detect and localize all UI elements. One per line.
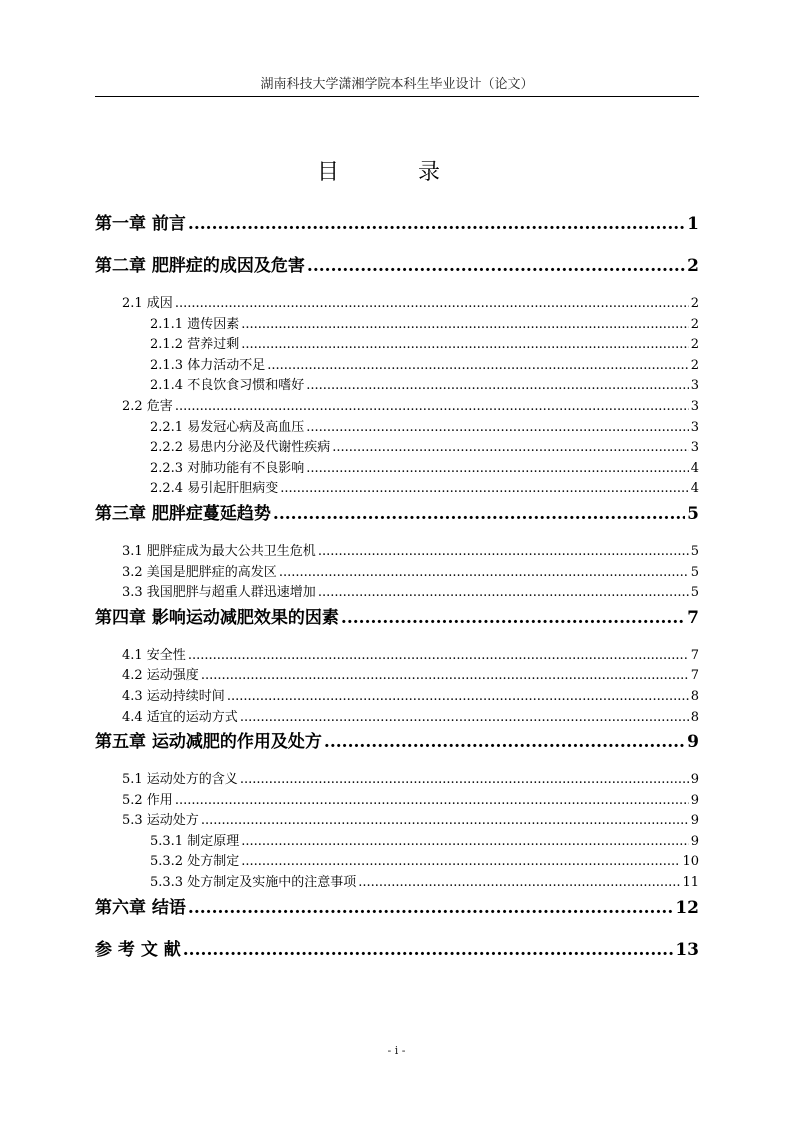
toc-entry-page: 5	[690, 564, 699, 580]
dot-leader	[318, 542, 689, 562]
dot-leader	[241, 852, 680, 872]
toc-entry-label: 2.1.3 体力活动不足	[150, 357, 266, 373]
toc-entry-label: 第一章 前言	[95, 214, 186, 234]
dot-leader	[240, 770, 689, 790]
toc-entry-page: 9	[690, 833, 699, 849]
toc-subsection-entry[interactable]	[95, 418, 699, 439]
dot-leader	[332, 438, 689, 458]
toc-entry-label: 2.2.3 对肺功能有不良影响	[150, 460, 305, 476]
dot-leader	[267, 356, 689, 376]
toc-chapter-entry[interactable]	[95, 252, 699, 294]
toc-entry-label: 参 考 文 献	[95, 939, 181, 960]
dot-leader	[175, 791, 689, 811]
dot-leader	[240, 708, 689, 728]
toc-entry-page: 5	[690, 585, 699, 601]
toc-entry-page: 3	[690, 440, 699, 456]
toc-entry-page: 11	[682, 875, 699, 891]
toc-entry-page: 8	[690, 709, 699, 725]
dot-leader	[241, 335, 689, 355]
dot-leader	[188, 210, 685, 238]
toc-entry-page: 8	[690, 688, 699, 704]
toc-entry-page: 9	[690, 813, 699, 829]
toc-entry-label: 第五章 运动减肥的作用及处方	[95, 732, 322, 753]
toc-subsection-entry[interactable]	[95, 832, 699, 853]
toc-entry-page: 9	[690, 792, 699, 808]
toc-entry-page: 2	[690, 337, 699, 353]
page-number: - i -	[387, 1044, 406, 1057]
dot-leader	[201, 811, 689, 831]
toc-entry-label: 5.3 运动处方	[122, 813, 199, 829]
toc-entry-label: 2.2 危害	[122, 398, 173, 414]
toc-entry-page: 13	[675, 939, 699, 960]
toc-entry-label: 5.3.1 制定原理	[150, 833, 240, 849]
toc-entry-label: 2.1.1 遗传因素	[150, 316, 240, 332]
dot-leader	[175, 294, 689, 314]
toc-subsection-entry[interactable]	[95, 852, 699, 873]
toc-subsection-entry[interactable]	[95, 438, 699, 459]
toc-section-entry[interactable]	[95, 563, 699, 584]
toc-entry-label: 4.1 安全性	[122, 647, 186, 663]
toc-entry-label: 4.4 适宜的运动方式	[122, 709, 238, 725]
toc-section-entry[interactable]	[95, 583, 699, 604]
toc-section-entry[interactable]	[95, 791, 699, 812]
toc-entry-page: 9	[690, 772, 699, 788]
toc-chapter-entry[interactable]	[95, 604, 699, 646]
dot-leader	[241, 832, 689, 852]
toc-entry-page: 3	[690, 398, 699, 414]
toc-title: 目 录	[317, 160, 476, 185]
dot-leader	[175, 397, 689, 417]
toc-entry-label: 第四章 影响运动减肥效果的因素	[95, 607, 339, 628]
toc-chapter-entry[interactable]	[95, 500, 699, 542]
toc-entry-page: 3	[690, 378, 699, 394]
toc-entry-page: 4	[690, 460, 699, 476]
toc-chapter-entry[interactable]	[95, 728, 699, 770]
toc-entry-label: 4.3 运动持续时间	[122, 688, 225, 704]
toc-section-entry[interactable]	[95, 708, 699, 729]
toc-entry-page: 4	[690, 481, 699, 497]
toc-entry-page: 9	[687, 732, 699, 753]
toc-entry-label: 第二章 肥胖症的成因及危害	[95, 256, 305, 276]
toc-entry-label: 2.1 成因	[122, 296, 173, 311]
toc-entry-label: 4.2 运动强度	[122, 668, 199, 684]
dot-leader	[341, 604, 685, 632]
toc-entry-page: 5	[687, 503, 699, 524]
toc-subsection-entry[interactable]	[95, 479, 699, 500]
dot-leader	[306, 418, 689, 438]
toc-subsection-entry[interactable]	[95, 376, 699, 397]
toc-subsection-entry[interactable]	[95, 335, 699, 356]
toc-entry-label: 5.2 作用	[122, 792, 173, 808]
toc-chapter-entry[interactable]	[95, 894, 699, 936]
toc-entry-page: 2	[690, 357, 699, 373]
toc-entry-page: 2	[690, 296, 699, 311]
dot-leader	[241, 315, 689, 335]
toc-chapter-entry[interactable]	[95, 210, 699, 252]
toc-entry-label: 2.2.4 易引起肝胆病变	[150, 481, 279, 497]
dot-leader	[324, 728, 685, 756]
toc-section-entry[interactable]	[95, 666, 699, 687]
dot-leader	[358, 873, 680, 893]
toc-entry-page: 7	[687, 607, 699, 628]
dot-leader	[279, 563, 689, 583]
toc-entry-label: 5.3.3 处方制定及实施中的注意事项	[150, 875, 357, 891]
running-header: 湖南科技大学潇湘学院本科生毕业设计（论文）	[95, 76, 699, 97]
toc-section-entry[interactable]	[95, 770, 699, 791]
dot-leader	[280, 479, 689, 499]
toc-entry-page: 1	[687, 214, 699, 234]
toc-section-entry[interactable]	[95, 811, 699, 832]
dot-leader	[201, 666, 689, 686]
table-of-contents	[95, 210, 699, 978]
dot-leader	[306, 376, 689, 396]
toc-entry-page: 5	[690, 543, 699, 559]
toc-section-entry[interactable]	[95, 646, 699, 667]
dot-leader	[183, 936, 674, 964]
toc-entry-page: 12	[675, 897, 699, 918]
dot-leader	[318, 583, 689, 603]
toc-entry-label: 3.1 肥胖症成为最大公共卫生危机	[122, 543, 316, 559]
dot-leader	[188, 894, 673, 922]
toc-entry-label: 2.2.2 易患内分泌及代谢性疾病	[150, 440, 331, 456]
toc-subsection-entry[interactable]	[95, 873, 699, 894]
toc-entry-label: 3.2 美国是肥胖症的高发区	[122, 564, 277, 580]
dot-leader	[273, 500, 685, 528]
dot-leader	[306, 459, 689, 479]
toc-section-entry[interactable]	[95, 687, 699, 708]
toc-entry-label: 第三章 肥胖症蔓延趋势	[95, 503, 271, 524]
dot-leader	[307, 252, 685, 280]
toc-entry-label: 2.1.2 营养过剩	[150, 337, 240, 353]
toc-entry-page: 7	[690, 647, 699, 663]
toc-entry-label: 第六章 结语	[95, 897, 186, 918]
toc-subsection-entry[interactable]	[95, 459, 699, 480]
toc-entry-label: 5.3.2 处方制定	[150, 854, 240, 870]
toc-section-entry[interactable]	[95, 397, 699, 418]
toc-entry-page: 2	[690, 316, 699, 332]
toc-subsection-entry[interactable]	[95, 315, 699, 336]
toc-chapter-entry[interactable]	[95, 936, 699, 978]
dot-leader	[227, 687, 689, 707]
toc-entry-label: 2.2.1 易发冠心病及高血压	[150, 419, 305, 435]
dot-leader	[188, 646, 689, 666]
toc-entry-label: 3.3 我国肥胖与超重人群迅速增加	[122, 585, 316, 601]
toc-subsection-entry[interactable]	[95, 356, 699, 377]
toc-entry-label: 5.1 运动处方的含义	[122, 772, 238, 788]
toc-entry-page: 3	[690, 419, 699, 435]
toc-entry-page: 10	[682, 854, 699, 870]
toc-section-entry[interactable]	[95, 294, 699, 315]
toc-entry-page: 7	[690, 668, 699, 684]
toc-section-entry[interactable]	[95, 542, 699, 563]
toc-entry-label: 2.1.4 不良饮食习惯和嗜好	[150, 378, 305, 394]
toc-entry-page: 2	[687, 256, 699, 276]
